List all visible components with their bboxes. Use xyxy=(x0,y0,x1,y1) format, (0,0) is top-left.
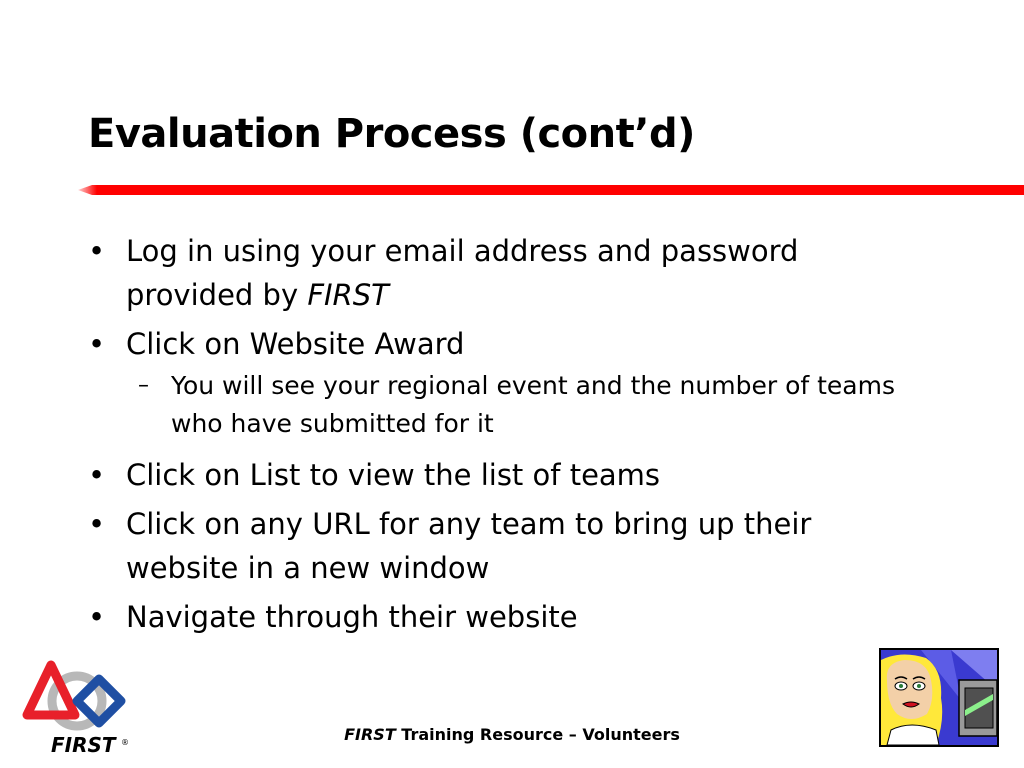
list-item xyxy=(88,595,918,639)
list-item-text: Click on List to view the list of teams xyxy=(126,458,661,492)
title-underline-rule xyxy=(78,183,1024,197)
list-item-text: Click on any URL for any team to bring up their website in a new window xyxy=(126,507,812,585)
bullet-marker: • xyxy=(88,234,106,268)
bullet-marker: • xyxy=(88,327,106,361)
footer-italic: FIRST xyxy=(344,725,396,744)
logo-registered: ® xyxy=(121,738,129,747)
list-item xyxy=(88,502,918,590)
list-item-text: Navigate through their website xyxy=(126,600,578,634)
woman-at-computer-clipart-icon xyxy=(879,648,999,747)
logo-text: FIRST xyxy=(51,733,116,757)
sub-list-item-text: You will see your regional event and the number of teams who have submitted for it xyxy=(171,371,895,438)
list-item-text: Log in using your email address and password provided by xyxy=(126,234,799,312)
bullet-marker: • xyxy=(88,600,106,634)
list-item-text: Click on Website Award xyxy=(126,327,465,361)
list-item-italic: FIRST xyxy=(307,278,389,312)
slide-title: Evaluation Process (cont’d) xyxy=(88,111,695,157)
bullet-list xyxy=(88,229,918,644)
list-item xyxy=(88,453,918,497)
sub-list-item xyxy=(88,367,918,443)
footer xyxy=(0,724,1024,746)
bullet-marker: • xyxy=(88,458,106,492)
bullet-marker: • xyxy=(88,507,106,541)
list-item xyxy=(88,322,918,366)
list-item xyxy=(88,229,918,317)
footer-text: Training Resource – Volunteers xyxy=(395,725,680,744)
sub-bullet-marker: – xyxy=(138,373,149,398)
